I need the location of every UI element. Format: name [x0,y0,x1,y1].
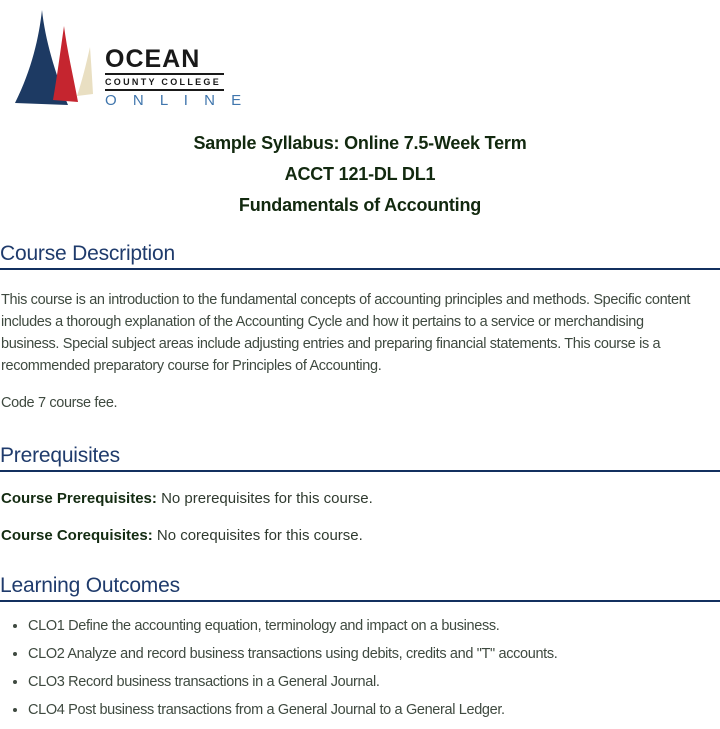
learning-outcomes-heading: Learning Outcomes [0,574,180,597]
course-corequisites-line [1,526,720,545]
syllabus-page [0,9,720,718]
prerequisites-heading: Prerequisites [0,444,120,467]
title-line-course-name: Fundamentals of Accounting [238,195,482,215]
course-prerequisites-value: No prerequisites for this course. [161,490,373,507]
list-item: • CLO2 Analyze and record business transactions using debits, credits and "T" accounts. [28,646,720,662]
course-prerequisites-label: Course Prerequisites: [1,490,157,507]
section-course-description [0,241,720,414]
title-line-course-code: ACCT 121-DL DL1 [284,164,436,184]
learning-outcomes-list [0,618,720,718]
page-title [0,128,720,221]
list-item: • CLO1 Define the accounting equation, terminology and impact on a business. [28,618,720,634]
course-description-paragraph: This course is an introduction to the fundamental concepts of accounting principles and methods. Specific content includes a thorough explanation of the Accounting Cycle and how it pertains to a service or merchandising business. Special subject areas include adjusting entries and preparing financial statements. This course is a recommended preparatory course for Principles of Accounting. [1,292,691,374]
prerequisites-rule [0,470,720,472]
section-prerequisites [0,443,720,545]
section-learning-outcomes [0,573,720,718]
logo-county-college-text: COUNTY COLLEGE [105,77,222,87]
course-corequisites-value: No corequisites for this course. [156,527,363,544]
course-description-heading: Course Description [0,242,175,265]
logo-ocean-text: OCEAN [105,45,201,73]
title-line-term: Sample Syllabus: Online 7.5-Week Term [193,133,527,153]
course-fee-note: Code 7 course fee. [1,395,118,411]
course-prerequisites-line [1,489,720,508]
course-description-rule [0,268,720,270]
logo-divider-top [105,73,224,75]
logo-wordmark [105,45,248,109]
course-corequisites-label: Course Corequisites: [1,527,153,544]
ocean-county-college-logo [8,9,720,109]
learning-outcomes-rule [0,600,720,602]
list-item: • CLO3 Record business transactions in a General Journal. [28,674,720,690]
logo-online-text: O N L I N E [105,92,248,109]
logo-divider-bottom [105,89,224,91]
sailboat-icon [8,9,108,106]
list-item: • CLO4 Post business transactions from a General Journal to a General Ledger. [28,702,720,718]
